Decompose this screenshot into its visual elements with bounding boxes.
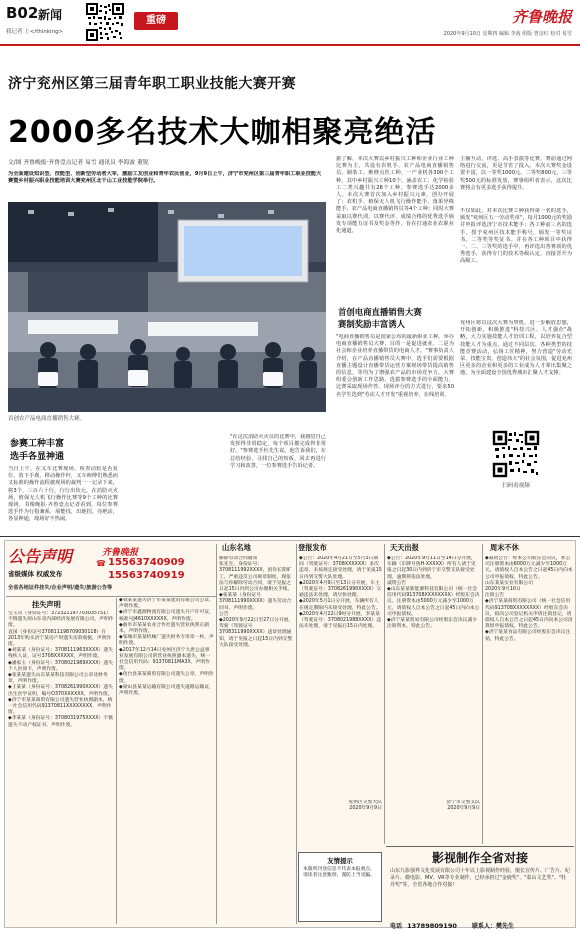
article-byline: 文/图 齐鲁晚报·齐鲁壹点记者 易雪 通讯员 李海波 董锐 xyxy=(8,160,149,166)
article-lead: 为全面建设知识型、技能型、创新型劳动者大军，激励工友创业和青年农民创业，9月9日上午，济宁市兖州区第三届青年职工职业技能大赛暨乡村振兴职业技能培训大赛兖州区北干山工业技能学院举行。 xyxy=(8,171,322,185)
ads-rule xyxy=(0,536,580,537)
subhead-1: 参赛工种丰富 选手各显神通 xyxy=(10,439,65,462)
ad-col-2: ◆刘某某遗失济宁市某某建筑有限公司公章，声明作废。 ◆济宁市鑫源物流有限公司遗失开户许可证，核准号J4610XXXXXX，声明作废。 ◆曲阜市某某农业合作社遗失营业执照正副本，声明作废。 ◆邹城市某某机械厂遗失财务专用章一枚，声明作废。 ◆2017年12月14日兖州区济宁大唐公益事业发展有限公司的营业执照副本遗失，统一社会信用代码：91370811MA3X，声明作废。 ◆鱼台县某某商贸有限公司遗失公章，声明作废。 ◆梁山县某某运输有限公司遗失道路运输证，声明作废。 xyxy=(119,598,214,697)
col-head-5: 周末不休 xyxy=(490,543,519,552)
ad-col-5-sign: 济宁市交警支队 2020年9月9日 xyxy=(446,800,480,812)
article-col-f: 不仅如此，对本次比赛工种获得第一名的选手，颁发"兖州区五一劳动奖章"，每月1000元的奖励并申报评选济宁市技术能手；各工种前三名的选手，授予兖州区技术能手称号，颁发一等奖证书、二等奖等奖证书。并在各工种项目中获得一、二、三等奖的选手中，再评选出各赛项的优秀选手，获得专门的技术等级认定，直接晋升为高级工。 xyxy=(460,208,572,265)
ad-col-1: 宝玉贞（身份证号：372321197703035751）不慎遗失原山东省内部经济发展有限公司，声明作废。 袁国（身份证号370811198709030118）在2013年购买济宁某房产时遗失房款收据，声明作废。 ◆刘某某（身份证号：3708111963XXXX）遗失残疾人证，证号3708XXXXXX，声明作废。 ◆潘家玉（身份证号：3708021989XXXX）遗失个人医保卡，声明作废。 ◆张某某遗失山东某某科技有限公司公章及财务章，声明作废。 ◆王某某（身份证号：3708261990XXXX）遗失出生医学证明，编号O370XXXXXX，声明作废。 ◆济宁市某某商贸有限公司遗失营业执照副本，统一社会信用代码91370811XXXXXXXX，声明作废。 ◆李某某（身份证号：3708031975XXXX）不慎遗失不动产权证书，声明作废。 xyxy=(8,611,114,728)
article-col-e: 主播互动，评选、高手表演等比赛，赛前通过网络进行交流，更是节省了投入。本次大赛奖金设置丰富，以一等奖1000元、二等奖800元、三等奖500元的标准发放，赛事组织者表示，这次比赛将会有更多选手获得提升。 xyxy=(460,156,572,191)
page-number: B02 xyxy=(6,4,39,22)
ad-col-3: 解除劳动合同通知 张先生，身份证号：3708111992XXXX，因你长期旷工，严重违反公司规章制度，现依法与你解除劳动合同，请于见报之日起15日内到公司办理相关手续。 ◆张某某（身份证号3708111990XXXX）遗失劳动合同书，声明作废。 公告 ◆2020年9月22日至27日分开展，驾驶（驾驶证号3708311990XXXX）违章处理通知，请于见报之日起15日内到交警大队接受处理。 xyxy=(219,556,294,648)
brand-logo: 齐鲁晚报 xyxy=(511,8,572,26)
friend-tip-text: 本版所刊登信息不代表本报观点，请读者注意甄别，谨防上当受骗。 xyxy=(303,867,375,879)
col-head-1: 挂失声明 xyxy=(32,600,61,609)
date-line: 2020年9月10日 星期四 编辑 李茜 组版 曾彦红 校对 易雪 xyxy=(443,31,572,37)
phone-icon: ☎ xyxy=(96,559,106,568)
movie-ad-body: 山东九影强界文化发展有限公司十年以上影视制作经验，擅长宣传片、广告片、纪录片、微电影、MV、VR等专业制作，已经承担过"金鹿奖"、"泰山文艺奖"、"牡丹奖"等，全省各地合作对接！ xyxy=(390,868,571,888)
ad-sep-2 xyxy=(216,544,217,924)
ad-col-4: ◆公告：2020年4月21日至5月3日期间（驾驶证号：3708XXXXXX）多次违章，未按规定接受处理，请于见报15日内到交警大队处理。 ◆2020年4月9日至13日分开展，车主（驾驶证号：3708261990XXXX）交通违法未处理，请尽快处理。 ◆2020年5月1日分开展，车辆所有人在规定期限内未接受处理，特此公告。 ◆2020年4月22日9时分开展，李某某（驾驶证号：3708021988XXXX）违法未处理，请于见报后15日内处理。 xyxy=(299,556,382,630)
col-head-3: 登报发布 xyxy=(298,543,327,552)
ad-sep-3 xyxy=(296,544,297,924)
ad-sep-1 xyxy=(116,598,117,924)
article-col-a2 xyxy=(124,434,224,526)
ad-sep-4 xyxy=(384,544,385,844)
ad-col-6: ◆减资公告：经本公司股东会决议，本公司注册资本由6000万元减少至1000万元，请债权人自本公告之日起45日内向本公司申报债权，特此公告。 山东某某实业有限公司 2020年9月10日 注销公告 ◆济宁某某商贸有限公司（统一社会信用代码913708XXXXXXXX）经股东会决议，拟向公司登记机关申请注销登记，请债权人自本公告之日起45日内向本公司清算组申报债权，特此公告。 ◆济宁某某食品有限公司经股东会决议注销，特此公告。 xyxy=(485,556,573,642)
col-head-4: 天天出报 xyxy=(390,543,419,552)
gongao-phone-2: 15563740919 xyxy=(108,570,185,581)
movie-ad-title: 影视制作全省对接 xyxy=(431,851,528,865)
gongao-title: 公告声明 xyxy=(8,547,73,566)
friend-tip-title: 友情提示 xyxy=(327,857,353,865)
editor-line: 我记者 上</thinking> xyxy=(6,29,64,35)
article-qr-code[interactable] xyxy=(492,430,540,478)
movie-phone-label: 电话 xyxy=(390,923,403,930)
photo-caption: 首创农产品电商直播销售大赛。 xyxy=(8,416,86,422)
article-col-d: "电商直播销售员是国家公布的最新职业工种，举办电商直播销售员大赛，目的一是促进就业，二是为社会和企业培养直播带货的电商人才。"赛事负责人介绍，在产品直播销售员大赛中，选手们需要根据直播主题设计直播带货运营方案现场带货提高销售的信息，等均为了增强农产品的市场竞争力。大赛组委会创新工作思路，选拔参赛选手的全面能力，比赛采取现场作答、现场评分的方式进行，要求50名学生选到"劳动人才开发"重视培养，在线培训。 xyxy=(336,334,454,398)
article-col-b: "在这次消防灭火员的比赛中，我感觉自己发挥得非常稳定，每个项目都完成得非常好。"参赛选手杜先生说。他告诉我们，在总结经验，寻找自己的短板，回去再进行学习和改善，一位参赛选手告诉记者。 xyxy=(230,434,326,469)
badge-label: 重磅 xyxy=(146,15,166,26)
ad-col-4-sign: 兖州区交警大队 2020年9月9日 xyxy=(348,800,382,812)
movie-phone: 13789809190 xyxy=(407,922,457,930)
ad-sep-h xyxy=(6,596,216,597)
gongao-phone-1: 15563740909 xyxy=(108,557,185,568)
article-col-a: 当日上午，在又车比赛现场，检查动轮是否复位、放下手刹、移动操作杆，又车师傅们熟悉而又标准的操作流程被现场的裁判一一记录下来，将3个，三百六十行，行行出状元。在消防灭火场，值保无人机飞行操作比赛等9个工种的比赛现场，书像晚报·齐鲁壹点记者看到，每位参赛选手作为行指兼系，展能技，出她招，亮绝活，各显神通，现场好不热闹。 xyxy=(8,466,118,523)
gongao-sub: 省级媒体 权威发布 xyxy=(8,570,63,578)
ads-col-head-row xyxy=(214,542,574,554)
section-badge xyxy=(134,12,178,30)
gongao-block xyxy=(6,542,216,596)
header-qr-code[interactable] xyxy=(86,3,124,41)
section-name: 新闻 xyxy=(38,8,63,22)
article-col-g: 兖州区将以这次大赛为契机，进一步解放思想，开拓创新，积极推进"科技兴区、人才强企"战略，大力实施技能人才培训工程，以培养复合型技能人才为重点，通过不同层次、各种类型的技能竞赛活动，弘扬工匠精神，努力营造"劳动光荣、技能宝贵、创造伟大"的社会氛围，促进兖州区更多的企业和更多的工业成为人才辈出集聚之地，为全面建设全国优秀城市汇聚人才支撑。 xyxy=(460,320,572,377)
page-header xyxy=(0,0,580,44)
movie-ad xyxy=(386,846,574,930)
ad-col-5: ◆公告：2020年9月11日至14日分开展，车辆（车牌号鲁H·XXXXX）所有人请于见报之日起30日内到济宁市交警支队接受处理，逾期将依法处理。 减资公告 ◆山东某某新能源科技有限公司（统一社会信用代码913708XXXXXXXX）经股东会决议，注册资本由5000万元减少至1000万元，请债权人自本公告之日起45日内向本公司申报债权。 ◆济宁某某贸易有限公司经股东会决议减少注册资本，特此公告。 xyxy=(387,556,480,630)
subhead-2: 首创电商直播销售大赛 赛制奖励丰富诱人 xyxy=(338,307,422,329)
movie-ad-phone-row xyxy=(390,913,574,932)
article-headline: 2000多名技术大咖相聚亮绝活 xyxy=(8,115,437,150)
ad-sep-5 xyxy=(482,544,483,844)
article-col-c: 据了解，本次大赛以乡村振兴工种和企业行业工种比赛为主，共设有农机手、农产品电商直播销售员、制茶工、维修点医工种、一产业机各300个工种，其中乡村振兴工种10个，涵盖农工、化学检验工二类兴趣共有28个工种，参赛选手达2000多人。本次大赛首次加入乡村振兴元素，创办开展了：农机手、植保无人机飞行操作能手，落果异株能手、农产品电商直播销售员等4个工种；同时大赛采取以赛代训，以赛代评、成绩合格的优秀选手颁发专项能力证书及奖金等作，旨在打通农业农职业化通道。 xyxy=(336,156,454,235)
article-kicker: 济宁兖州区第三届青年职工职业技能大赛开赛 xyxy=(8,76,296,92)
article-photo xyxy=(8,202,326,412)
gongao-brand: 齐鲁晚报 xyxy=(102,548,139,558)
qr-caption: 扫码看视频 xyxy=(502,483,530,489)
col-head-2: 山东名地 xyxy=(222,543,251,552)
movie-contact: 联系人：樊先生 xyxy=(471,923,514,930)
friend-tip-box xyxy=(298,852,382,922)
header-rule xyxy=(0,44,580,46)
gongao-scope: 全省各地证件挂失/企业声明/遗失/旅游公告等 xyxy=(8,585,113,591)
